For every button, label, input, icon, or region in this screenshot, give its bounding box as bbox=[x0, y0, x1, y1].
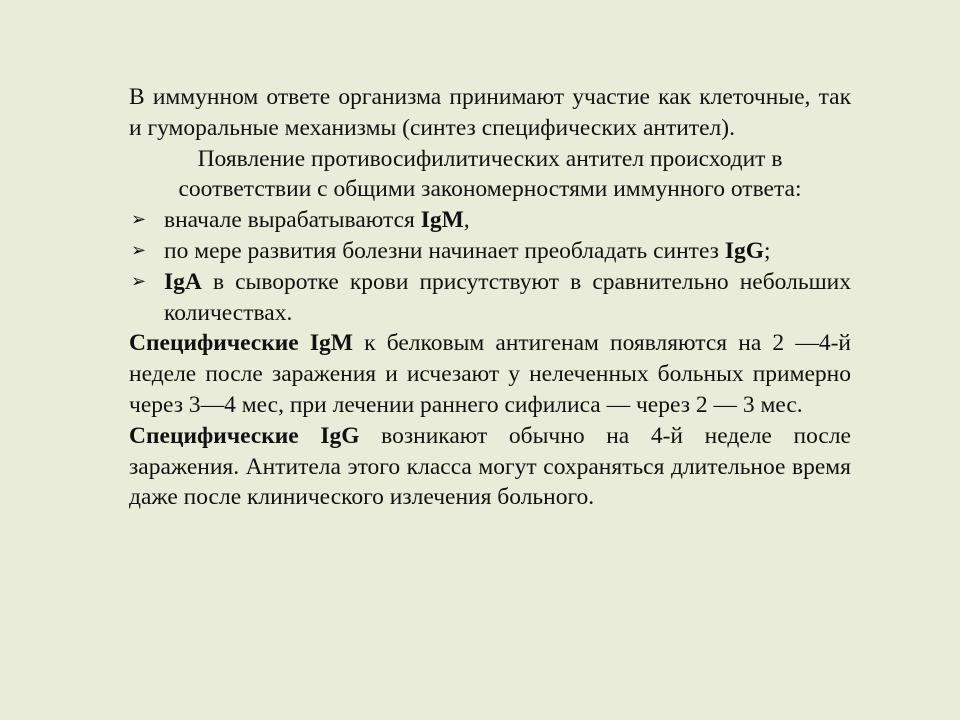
bullet-text: вначале вырабатываются bbox=[164, 207, 421, 234]
igg-paragraph-bold: Специфические IgG bbox=[129, 422, 360, 449]
bullet-item-iga bbox=[129, 267, 851, 329]
slide-text-body bbox=[129, 82, 851, 513]
bullet-bold-term: IgA bbox=[164, 268, 202, 295]
igg-paragraph-text: возникают обычно на 4-й неделе после заражения. Антитела этого класса могут сохраняться длительное время даже после клинического излечения больного. bbox=[129, 422, 851, 511]
bullet-bold-term: IgG bbox=[724, 237, 765, 264]
bullet-text: в сыворотке крови присутствуют в сравнительно небольших количествах. bbox=[164, 268, 851, 326]
bullet-item-igg bbox=[129, 236, 851, 267]
arrow-bullet-icon: ➢ bbox=[131, 270, 147, 292]
intro-paragraph: В иммунном ответе организма принимают участие как клеточные, так и гуморальные механизмы (синтез специфических антител). bbox=[129, 84, 851, 141]
arrow-bullet-icon: ➢ bbox=[131, 209, 147, 231]
arrow-bullet-icon: ➢ bbox=[131, 239, 147, 261]
igm-paragraph bbox=[129, 328, 851, 420]
bullet-text: , bbox=[463, 207, 470, 234]
antibody-appearance-paragraph: Появление противосифилитических антител происходит в соответствии с общими закономерностями иммунного ответа: bbox=[178, 145, 802, 203]
bullet-text: ; bbox=[764, 237, 771, 264]
igm-paragraph-text: к белковым антигенам появляются на 2 —4-й неделе после заражения и исчезают у нелеченных больных примерно через 3—4 мес, при лечении раннего сифилиса — через 2 — 3 мес. bbox=[129, 330, 851, 418]
bullet-item-igm bbox=[129, 205, 851, 236]
bullet-bold-term: IgM bbox=[420, 207, 464, 234]
bullet-list bbox=[129, 205, 851, 328]
igm-paragraph-bold: Специфические IgM bbox=[129, 330, 353, 357]
igg-paragraph bbox=[129, 421, 851, 513]
bullet-text: по мере развития болезни начинает преобладать синтез bbox=[164, 237, 725, 264]
